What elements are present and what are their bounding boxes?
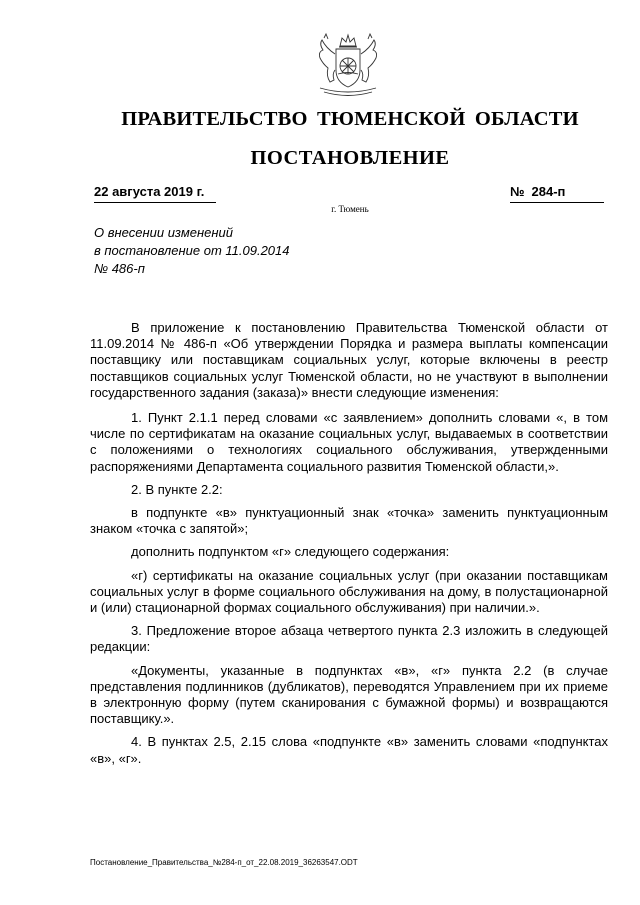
body-paragraph: 4. В пунктах 2.5, 2.15 слова «подпункте «в» заменить словами «подпунктах «в», «г». [90, 734, 608, 766]
body-paragraph: 3. Предложение второе абзаца четвертого пункта 2.3 изложить в следующей редакции: [90, 623, 608, 655]
document-number-line [510, 184, 604, 203]
body-paragraph: в подпункте «в» пунктуационный знак «точка» заменить пунктуационным знаком «точка с запятой»; [90, 505, 608, 537]
body-paragraph: дополнить подпунктом «г» следующего содержания: [131, 544, 450, 560]
subject-line: О внесении изменений [94, 225, 233, 240]
tyumen-coat-of-arms-emblem [306, 30, 390, 100]
body-paragraph: «Документы, указанные в подпунктах «в», «г» пункта 2.2 (в случае представления подлинников (дубликатов), переводятся Управлением при их приеме в электронную форму (путем сканирования с бумажной формы) и возвращаются поставщику.». [90, 662, 608, 727]
body-paragraph: 1. Пункт 2.1.1 перед словами «с заявлением» дополнить словами «, в том числе по сертификатам на оказание социальных услуг, выдаваемых в соответствии с положениями о технологиях социального обслуживания, утвержденными распоряжениями Департамента социального развития Тюменской области,». [90, 410, 608, 474]
government-title: ПРАВИТЕЛЬСТВО ТЮМЕНСКОЙ ОБЛАСТИ [121, 108, 579, 130]
document-date: 22 августа 2019 г. [94, 184, 216, 203]
document-type: ПОСТАНОВЛЕНИЕ [250, 147, 450, 169]
body-paragraph: В приложение к постановлению Правительства Тюменской области от 11.09.2014 № 486-п «Об утверждении Порядка и размера выплаты компенсации поставщику или поставщикам социальных услуг, которые включены в реестр поставщиков социальных услуг Тюменской области, но не участвуют в выполнении государственного задания (заказа)» внести следующие изменения: [90, 320, 608, 400]
document-number: 284-п [531, 184, 566, 199]
subject-line: № 486-п [94, 261, 145, 276]
city: г. Тюмень [331, 204, 369, 214]
body-paragraph: 2. В пункте 2.2: [131, 481, 223, 497]
body-paragraph: «г) сертификаты на оказание социальных услуг (при оказании поставщикам социальных услуг в форме социального обслуживания на дому, в полустационарной и (или) стационарной формах социального обслуживания) при наличии.». [90, 567, 608, 616]
subject-line: в постановление от 11.09.2014 [94, 243, 290, 258]
document-body [90, 320, 608, 774]
number-sign: № [510, 184, 525, 199]
document-subject [94, 224, 354, 278]
footer-filename: Постановление_Правительства_№284-п_от_22.08.2019_36263547.ODT [90, 858, 358, 867]
